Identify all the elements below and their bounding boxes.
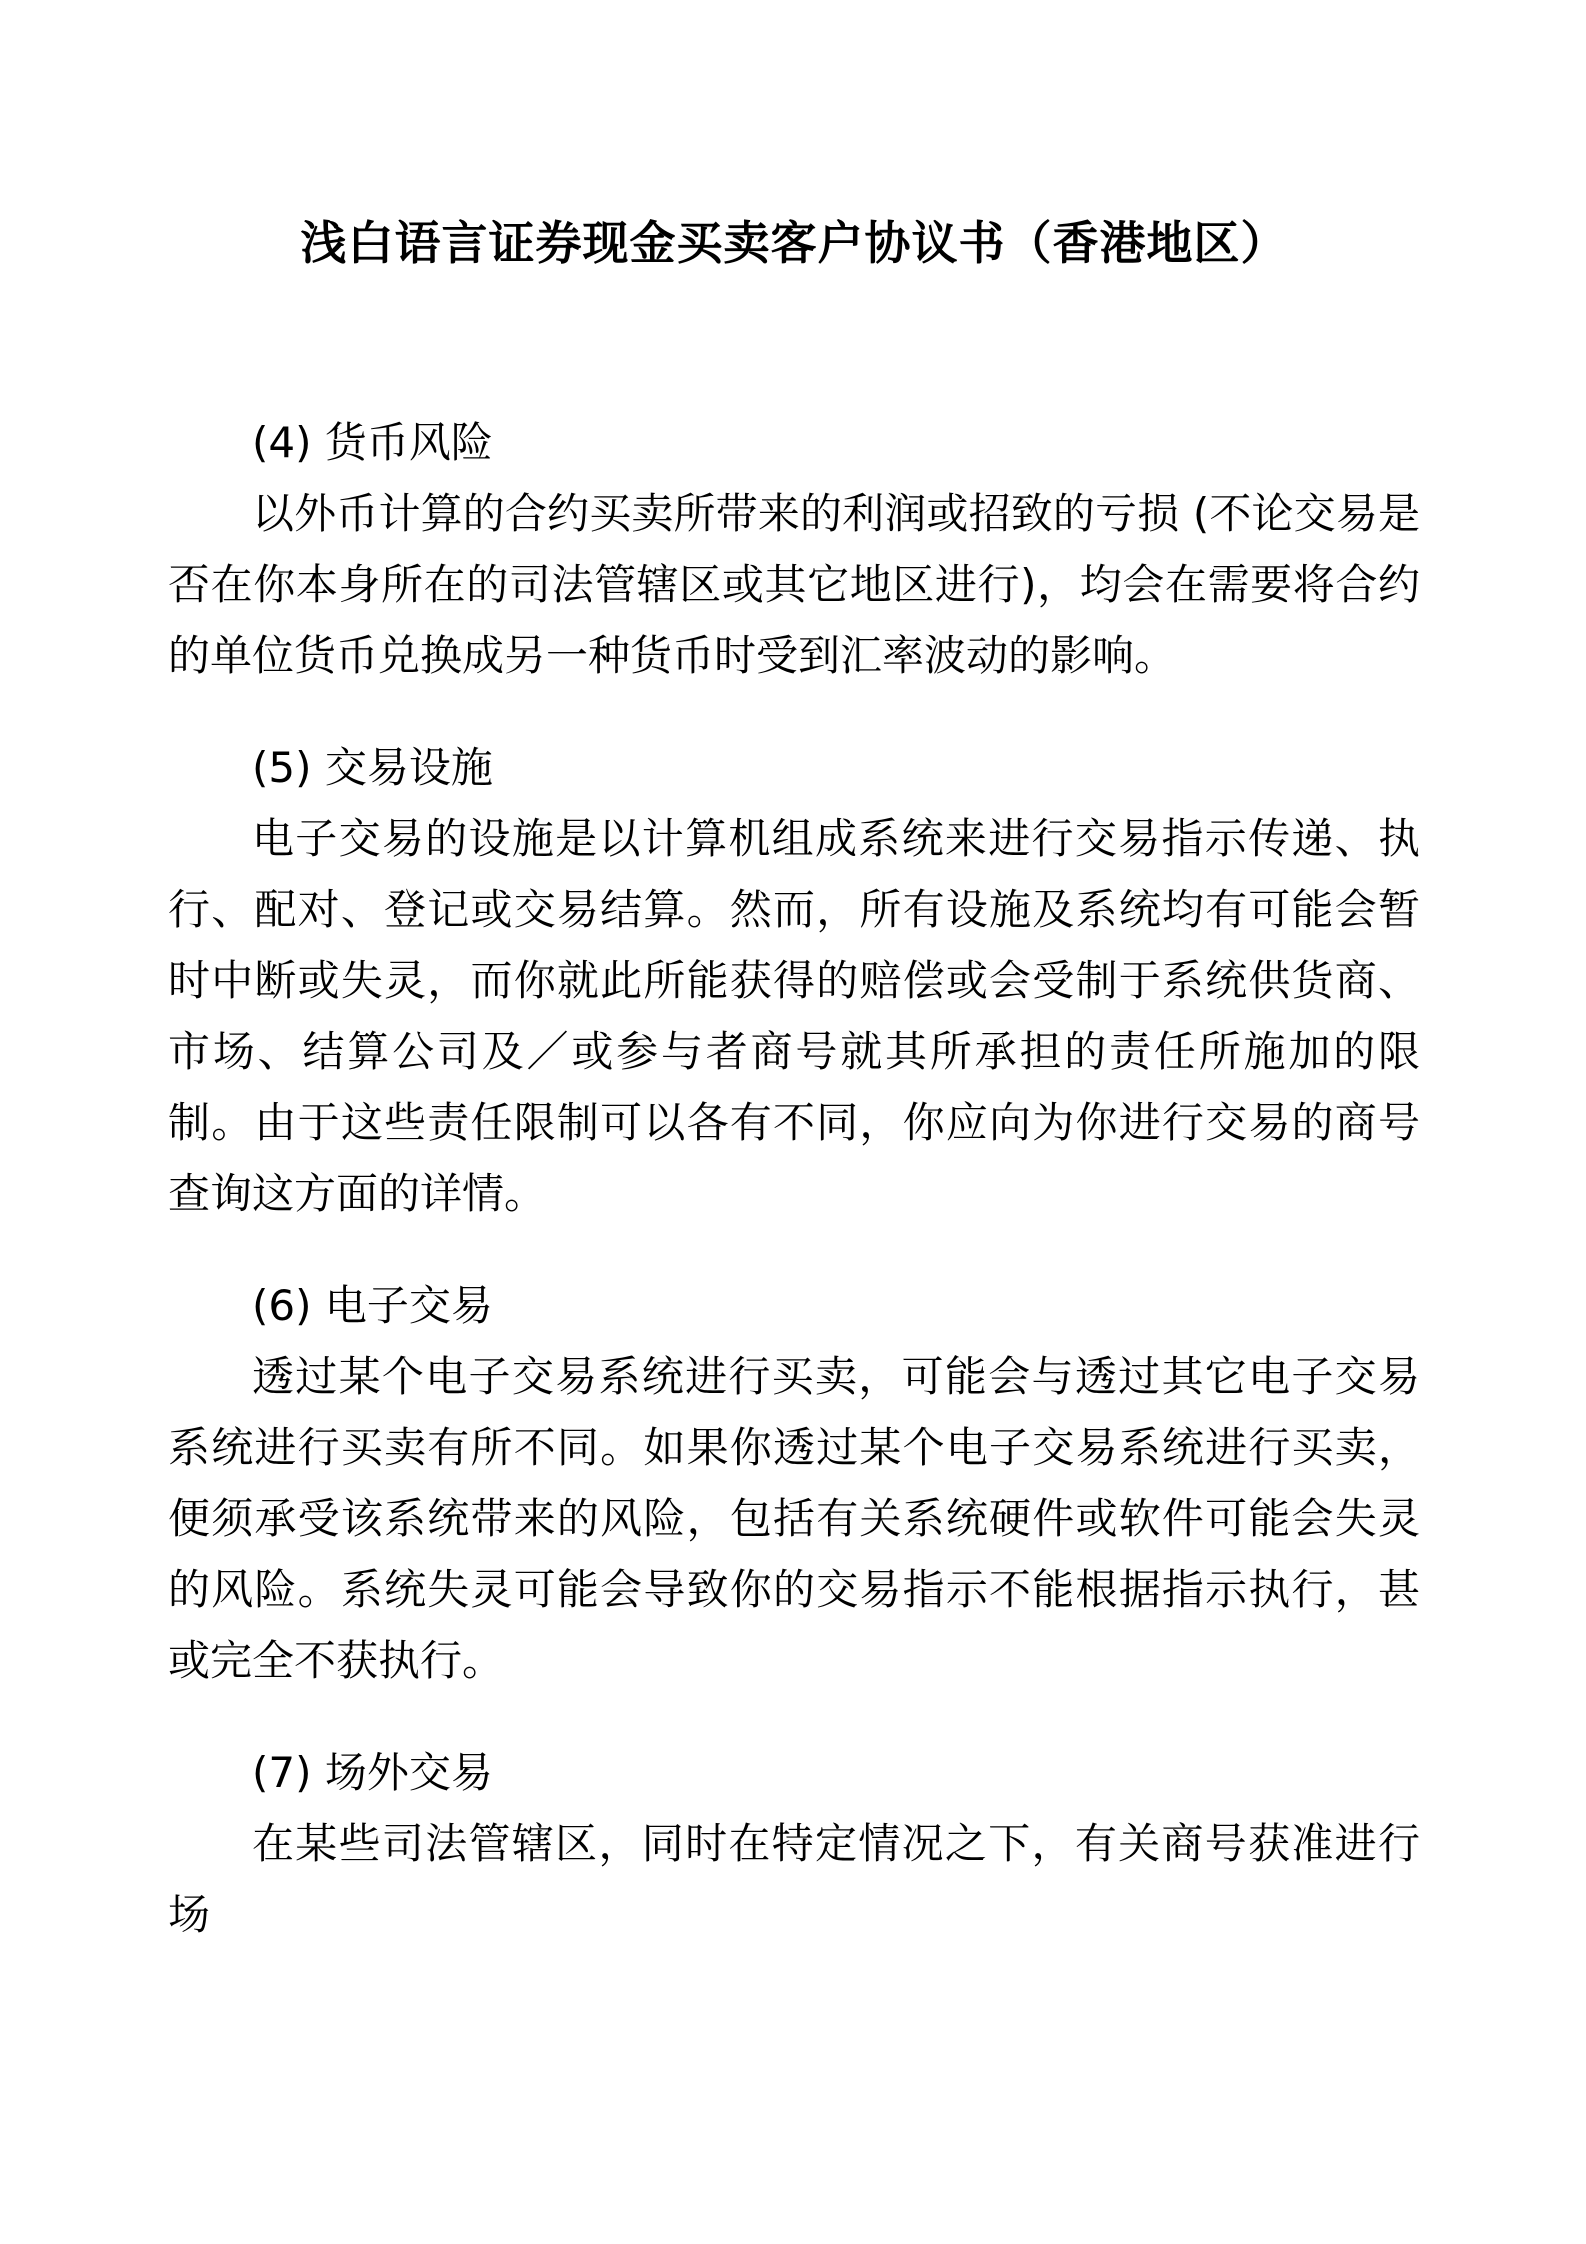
section-heading-currency-risk: (4) 货币风险 [252,418,493,467]
section-heading-trading-facilities: (5) 交易设施 [252,743,493,792]
section-paragraph-electronic-trading: 透过某个电子交易系统进行买卖，可能会与透过其它电子交易系统进行买卖有所不同。如果你透过某个电子交易系统进行买卖，便须承受该系统带来的风险，包括有关系统硬件或软件可能会失灵的风险。系统失灵可能会导致你的交易指示不能根据指示执行，甚或完全不获执行。 [168,1352,1420,1685]
page-title: 浅白语言证券现金买卖客户协议书（香港地区） [300,216,1288,270]
section-heading-electronic-trading: (6) 电子交易 [252,1281,493,1330]
section-heading-otc-trading: (7) 场外交易 [252,1748,493,1797]
section-paragraph-currency-risk: 以外币计算的合约买卖所带来的利润或招致的亏损 (不论交易是否在你本身所在的司法管辖区或其它地区进行)，均会在需要将合约的单位货币兑换成另一种货币时受到汇率波动的影响。 [168,489,1420,680]
section-paragraph-trading-facilities: 电子交易的设施是以计算机组成系统来进行交易指示传递、执行、配对、登记或交易结算。然而，所有设施及系统均有可能会暂时中断或失灵，而你就此所能获得的赔偿或会受制于系统供货商、市场、结算公司及／或参与者商号就其所承担的责任所施加的限制。由于这些责任限制可以各有不同，你应向为你进行交易的商号查询这方面的详情。 [168,814,1420,1218]
section-paragraph-otc-trading: 在某些司法管辖区，同时在特定情况之下，有关商号获准进行场 [168,1819,1420,1939]
